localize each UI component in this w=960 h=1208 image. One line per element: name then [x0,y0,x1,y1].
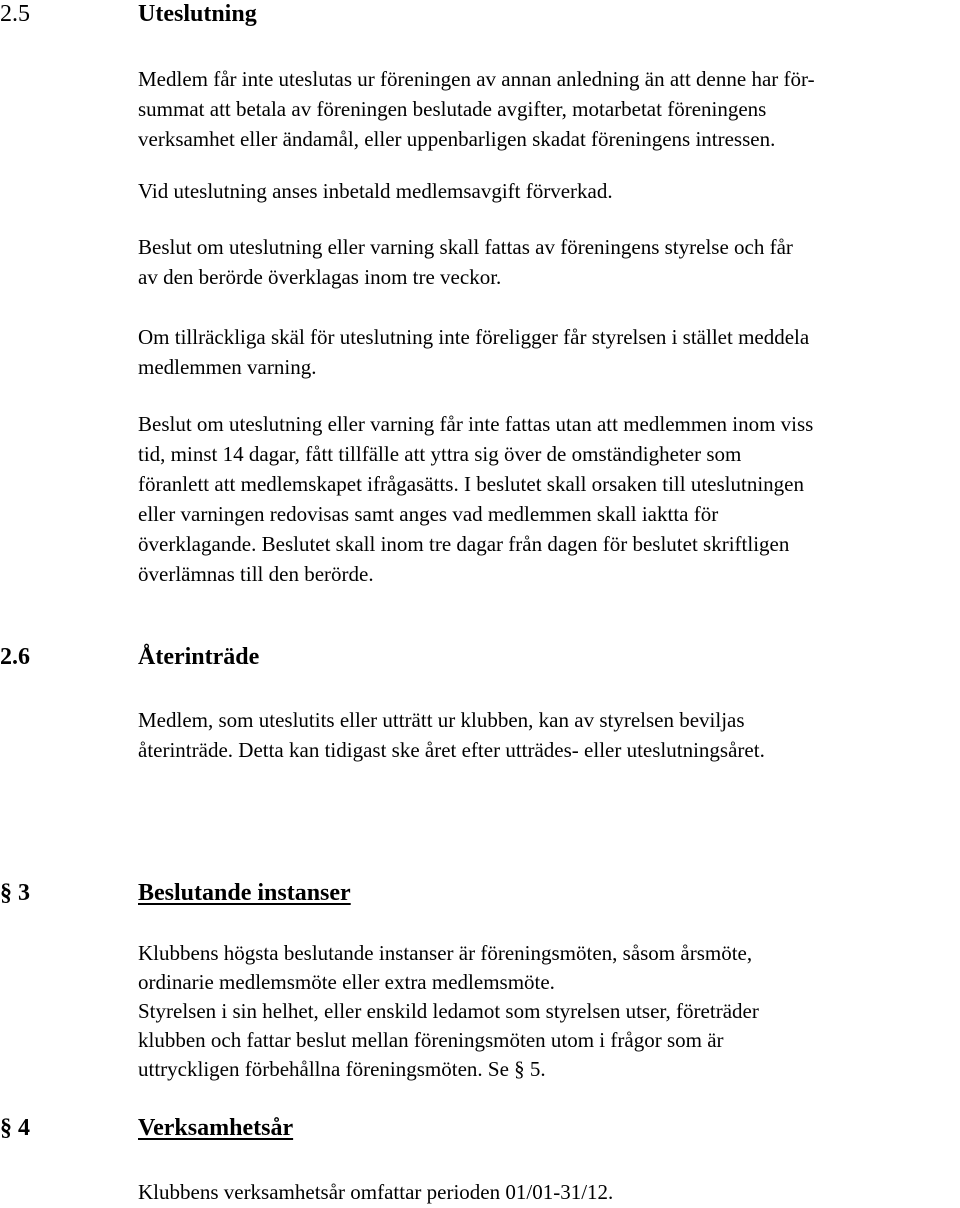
section-number: § 3 [0,880,30,906]
text-line: ordinarie medlemsmöte eller extra medlemsmöte. [138,970,555,994]
text-line: överklagande. Beslutet skall inom tre dagar från dagen för beslutet skriftligen [138,532,790,556]
text-line: verksamhet eller ändamål, eller uppenbarligen skadat föreningens intressen. [138,127,776,151]
paragraph [138,409,938,589]
paragraph [138,705,938,765]
text-line: föranlett att medlemskapet ifrågasätts. I beslutet skall orsaken till uteslutningen [138,472,804,496]
text-line: Medlem får inte uteslutas ur föreningen av annan anledning än att denne har för- [138,67,815,91]
paragraph [138,64,938,154]
text-line: Beslut om uteslutning eller varning skall fattas av föreningens styrelse och får [138,235,793,259]
paragraph [138,232,938,292]
paragraph [138,322,938,382]
paragraph [138,939,938,1084]
text-line: Medlem, som uteslutits eller utträtt ur klubben, kan av styrelsen beviljas [138,708,745,732]
section-title: Uteslutning [138,1,257,27]
section-number: § 4 [0,1115,30,1141]
paragraph [138,176,938,206]
text-line: summat att betala av föreningen beslutade avgifter, motarbetat föreningens [138,97,767,121]
section-title: Återinträde [138,644,260,670]
section-number: 2.5 [0,1,30,27]
text-line: Klubbens verksamhetsår omfattar perioden 01/01-31/12. [138,1180,614,1204]
text-line: Styrelsen i sin helhet, eller enskild ledamot som styrelsen utser, företräder [138,999,759,1023]
text-line: Vid uteslutning anses inbetald medlemsavgift förverkad. [138,179,613,203]
text-line: av den berörde överklagas inom tre veckor. [138,265,502,289]
text-line: uttryckligen förbehållna föreningsmöten. Se § 5. [138,1057,546,1081]
text-line: Om tillräckliga skäl för uteslutning inte föreligger får styrelsen i stället meddela [138,325,810,349]
section-title: Verksamhetsår [138,1115,294,1141]
text-line: Beslut om uteslutning eller varning får inte fattas utan att medlemmen inom viss [138,412,814,436]
paragraph [138,1177,938,1207]
text-line: medlemmen varning. [138,355,317,379]
text-line: tid, minst 14 dagar, fått tillfälle att yttra sig över de omständigheter som [138,442,742,466]
section-title: Beslutande instanser [138,880,351,906]
text-line: eller varningen redovisas samt anges vad medlemmen skall iaktta för [138,502,719,526]
text-line: klubben och fattar beslut mellan föreningsmöten utom i frågor som är [138,1028,724,1052]
section-number: 2.6 [0,644,30,670]
text-line: överlämnas till den berörde. [138,562,374,586]
text-line: Klubbens högsta beslutande instanser är föreningsmöten, såsom årsmöte, [138,941,753,965]
text-line: återinträde. Detta kan tidigast ske året efter utträdes- eller uteslutningsåret. [138,738,765,762]
